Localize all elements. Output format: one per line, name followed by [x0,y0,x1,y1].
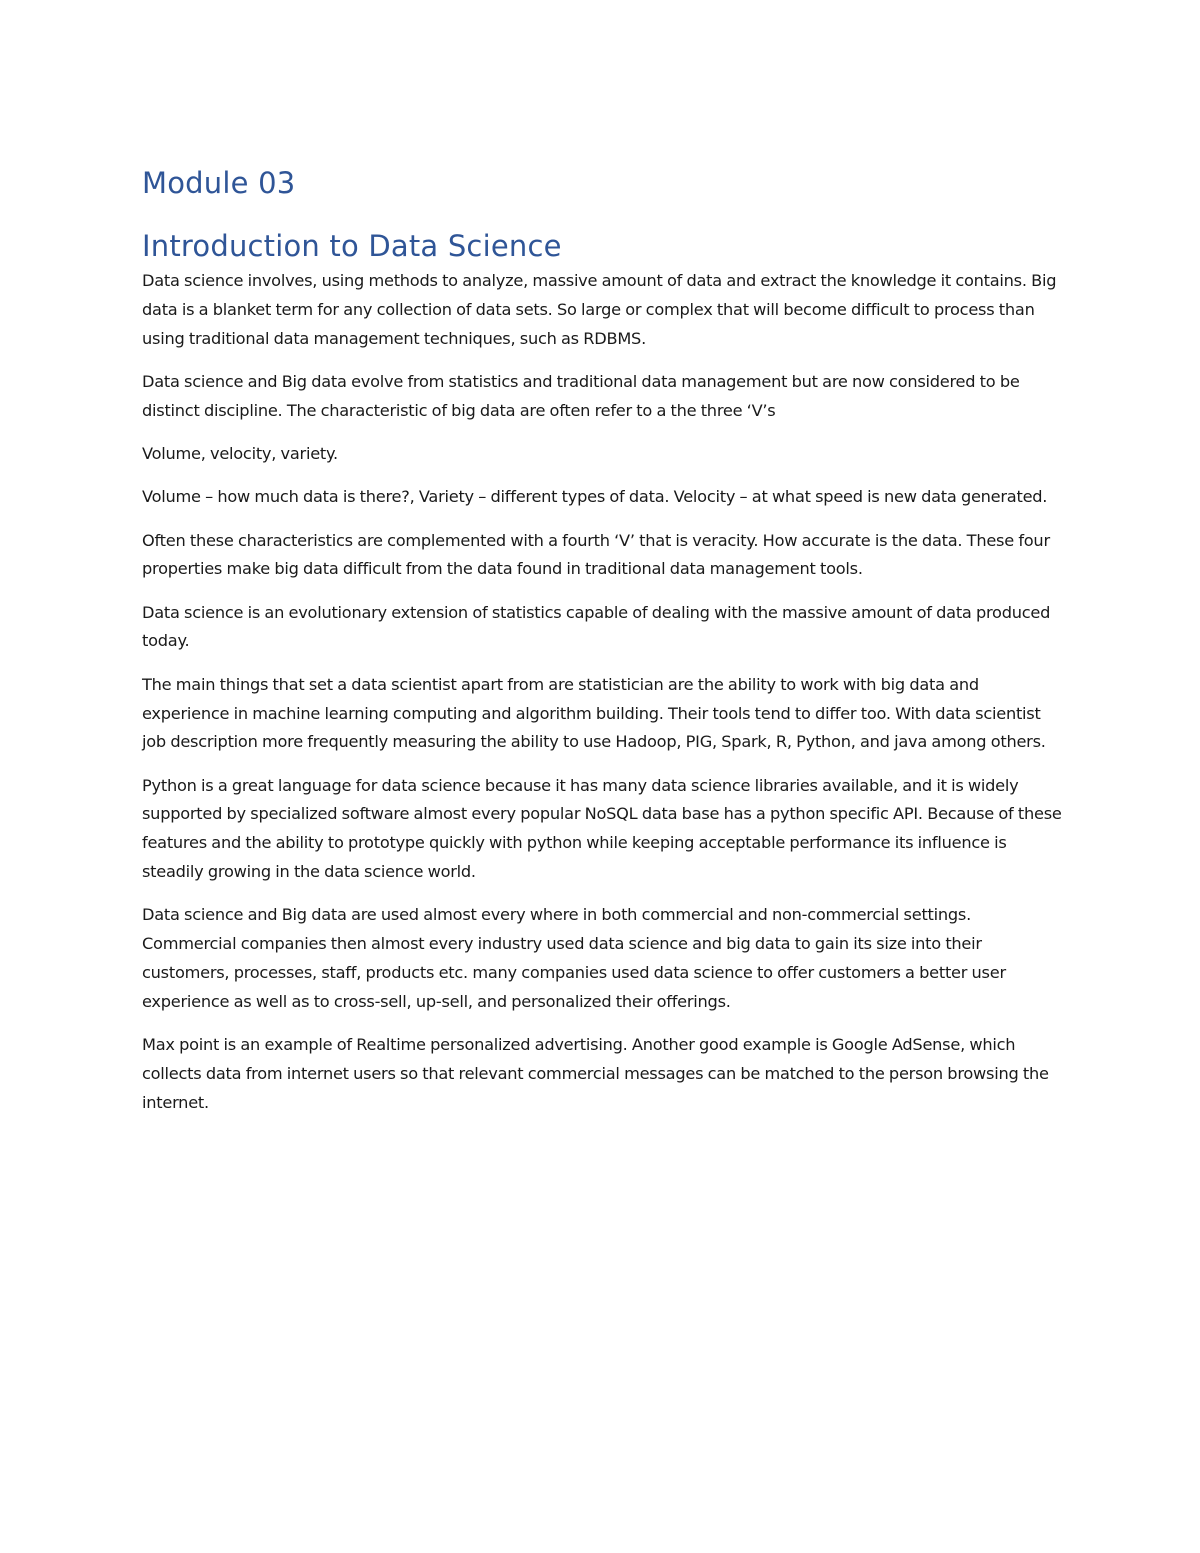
paragraph: The main things that set a data scientist apart from are statistician are the ability to work with big data and experience in machine learning computing and algorithm building. Their tools tend to differ too. With data scientist job description more frequently measuring the ability to use Hadoop, PIG, Spark, R, Python, and java among others. [142,674,1046,752]
paragraph: Often these characteristics are complemented with a fourth ‘V’ that is veracity. How accurate is the data. These four properties make big data difficult from the data found in traditional data management tools. [142,530,1050,579]
paragraph: Volume – how much data is there?, Variety – different types of data. Velocity – at what speed is new data generated. [142,487,1048,507]
section-title: Introduction to Data Science [142,229,562,263]
paragraph: Data science and Big data evolve from statistics and traditional data management but are now considered to be distinct discipline. The characteristic of big data are often refer to a the three ‘V’s [142,371,1020,420]
paragraph: Python is a great language for data science because it has many data science libraries available, and it is widely supported by specialized software almost every popular NoSQL data base has a python specific API. Because of these features and the ability to prototype quickly with python while keeping acceptable performance its influence is steadily growing in the data science world. [142,775,1062,882]
paragraph: Data science involves, using methods to analyze, massive amount of data and extract the knowledge it contains. Big data is a blanket term for any collection of data sets. So large or complex that will become difficult to process than using traditional data management techniques, such as RDBMS. [142,271,1057,348]
paragraph: Volume, velocity, variety. [142,443,338,463]
document-body [142,164,1062,1132]
paragraph: Data science and Big data are used almost every where in both commercial and non-commercial settings. Commercial companies then almost every industry used data science and big data to gain its size into their customers, processes, staff, products etc. many companies used data science to offer customers a better user experience as well as to cross-sell, up-sell, and personalized their offerings. [142,905,1006,1011]
module-title: Module 03 [142,166,296,200]
paragraph: Data science is an evolutionary extension of statistics capable of dealing with the massive amount of data produced today. [142,602,1051,651]
paragraph: Max point is an example of Realtime personalized advertising. Another good example is Google AdSense, which collects data from internet users so that relevant commercial messages can be matched to the person browsing the internet. [142,1035,1049,1112]
